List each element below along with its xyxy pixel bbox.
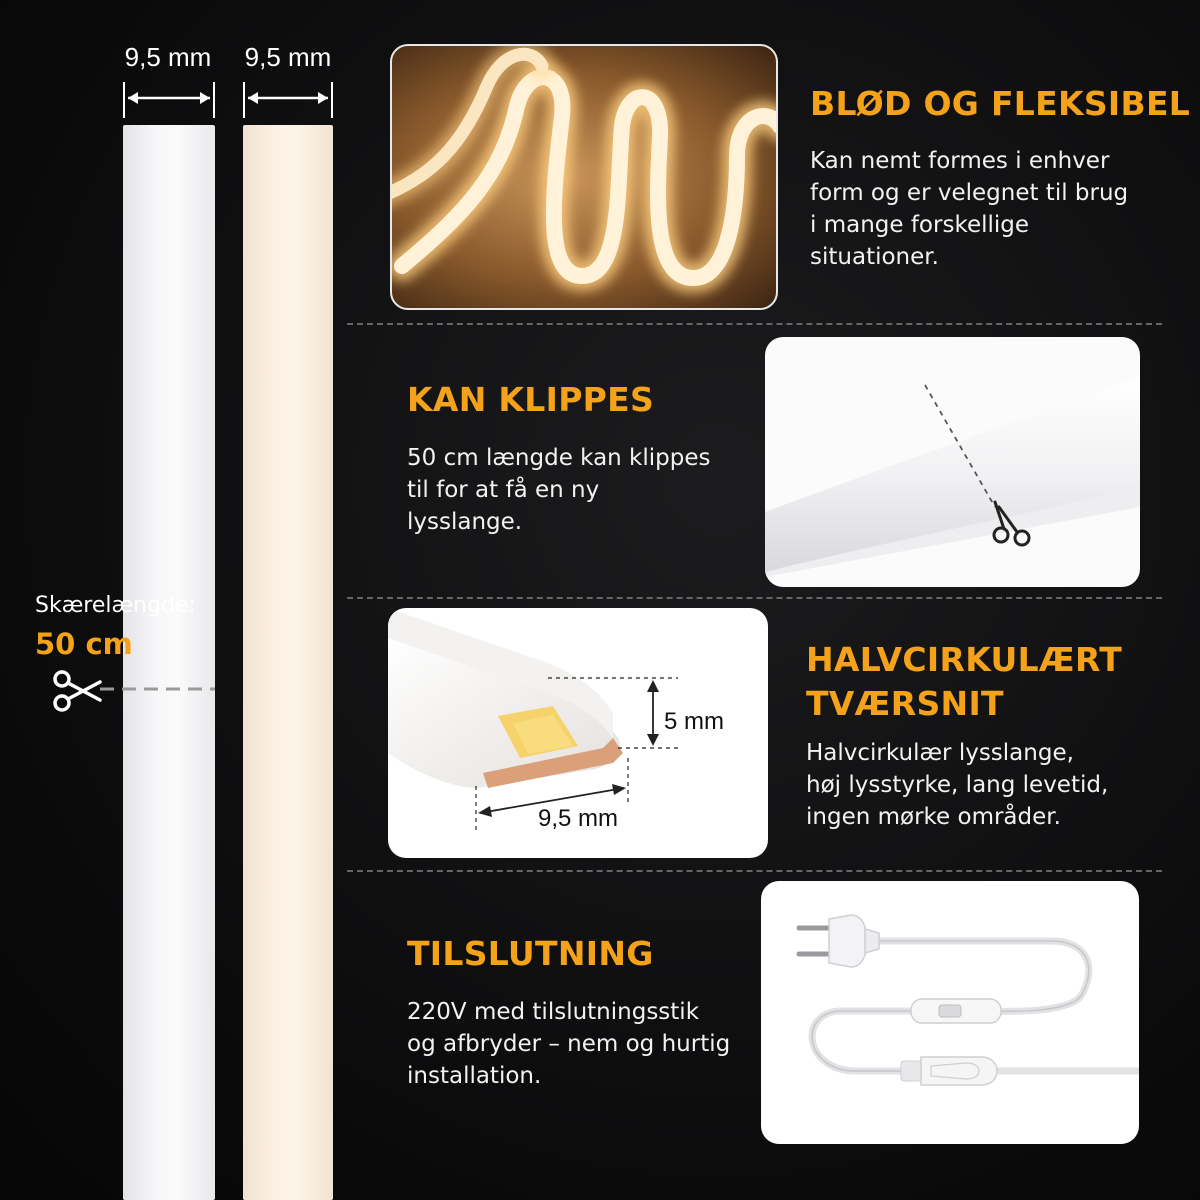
power-cable-photo [761,881,1139,1144]
section-divider [347,323,1162,325]
feature-title-flexible: BLØD OG FLEKSIBEL [810,84,1191,123]
height-dimension-label: 5 mm [664,708,724,735]
cross-section-photo [388,608,768,858]
led-strip-warm-white [243,125,333,1200]
scissors-icon [50,668,104,714]
double-arrow-icon [240,82,340,118]
switch-icon [911,999,1001,1023]
feature-title-connection: TILSLUTNING [407,934,654,973]
feature-desc-cross-section: Halvcirkulær lysslange, høj lysstyrke, lang levetid, ingen mørke områder. [806,740,1109,830]
section-divider [347,870,1162,872]
cut-length-label: Skærelængde: [35,593,196,618]
width-dimension-label: 9,5 mm [538,805,619,832]
cut-line [100,686,215,692]
led-strip-cool-white [123,125,215,1200]
feature-desc-connection: 220V med tilslutningsstik og afbryder – nem og hurtig installation. [407,999,731,1089]
double-arrow-icon [120,82,220,118]
cut-length-value: 50 cm [35,627,133,661]
section-divider [347,597,1162,599]
feature-desc-flexible: Kan nemt formes i enhver form og er velegnet til brug i mange forskellige situationer. [810,148,1129,270]
feature-desc-cuttable: 50 cm længde kan klippes til for at få en ny lysslange. [407,445,711,535]
feature-title-cuttable: KAN KLIPPES [407,380,655,419]
strip-width-label-right: 9,5 mm [244,42,332,72]
flexible-strip-photo [390,44,778,310]
strip-width-label-left: 9,5 mm [124,42,212,72]
cut-strip-photo [765,337,1140,587]
feature-title-cross-section: HALVCIRKULÆRT TVÆRSNIT [806,640,1123,723]
plug-icon [799,915,879,967]
